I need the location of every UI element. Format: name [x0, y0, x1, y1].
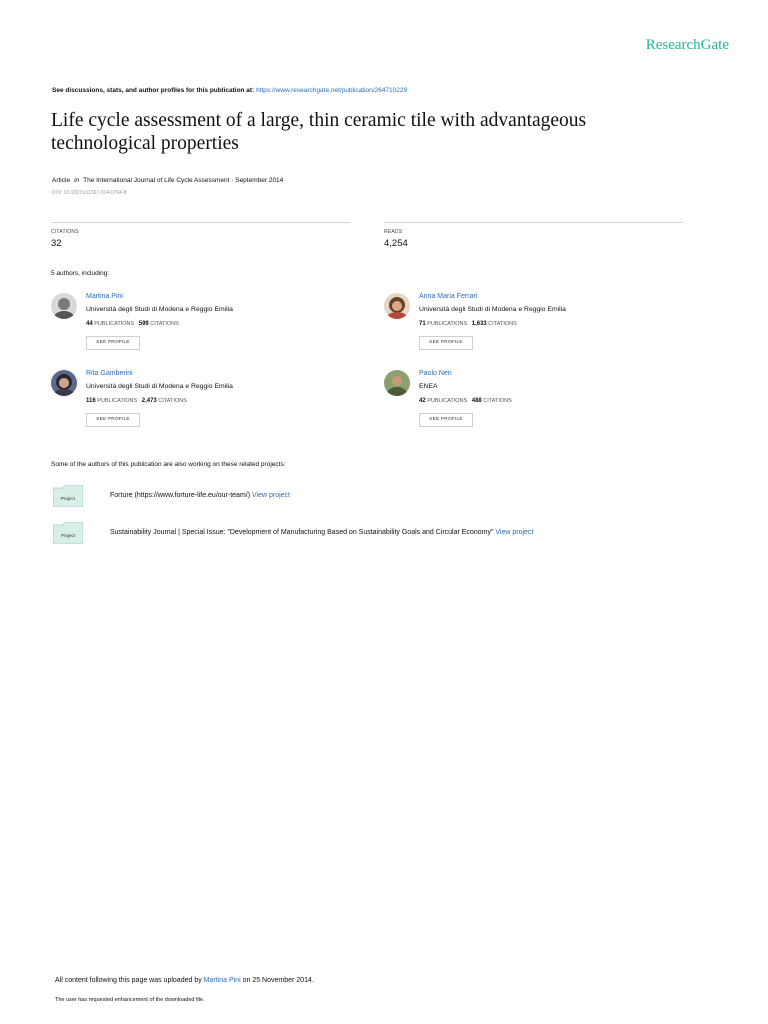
view-project-link[interactable]: View project	[252, 492, 291, 499]
author-card	[51, 370, 351, 440]
citations-label: CITATIONS	[51, 229, 79, 235]
journal-name: The International Journal of Life Cycle Assessment · September 2014	[83, 177, 284, 184]
divider	[51, 222, 350, 223]
see-profile-button[interactable]: SEE PROFILE	[419, 336, 473, 350]
author-institution: Università degli Studi di Modena e Reggio Emilia	[86, 306, 233, 313]
see-profile-button[interactable]: SEE PROFILE	[419, 413, 473, 427]
project-title: Sustainability Journal | Special Issue: "Development of Manufacturing Based on Sustainability Goals and Circular Economy"	[110, 529, 494, 536]
project-description	[110, 529, 533, 536]
doi: DOI: 10.1007/s11367-014-0764-8	[52, 190, 127, 196]
project-title: Forture (https://www.forture-life.eu/our-team/)	[110, 492, 251, 499]
reads-value: 4,254	[384, 238, 408, 249]
author-card	[384, 293, 684, 363]
author-name-link[interactable]: Rita Gamberini	[86, 370, 133, 377]
svg-text:Project: Project	[61, 533, 76, 538]
publication-url-link[interactable]: https://www.researchgate.net/publication/264710229	[256, 87, 408, 94]
project-item	[53, 485, 693, 511]
author-name-link[interactable]: Martina Pini	[86, 293, 123, 300]
see-profile-button[interactable]: SEE PROFILE	[86, 336, 140, 350]
author-institution: Università degli Studi di Modena e Reggio Emilia	[86, 383, 233, 390]
avatar[interactable]	[51, 370, 77, 396]
author-stats: 42 PUBLICATIONS 488 CITATIONS	[419, 398, 512, 404]
svg-text:Project: Project	[61, 496, 76, 501]
project-folder-icon	[53, 522, 83, 544]
project-item	[53, 522, 693, 548]
project-folder-icon	[53, 485, 83, 507]
discussion-text: See discussions, stats, and author profiles for this publication at:	[52, 87, 255, 94]
in-label: in	[74, 177, 80, 184]
author-stats: 116 PUBLICATIONS 2,473 CITATIONS	[86, 398, 187, 404]
author-name-link[interactable]: Anna Maria Ferrari	[419, 293, 478, 300]
related-projects-heading: Some of the authors of this publication are also working on these related projects:	[51, 461, 286, 468]
avatar[interactable]	[51, 293, 77, 319]
uploader-link[interactable]: Martina Pini	[203, 977, 241, 984]
article-type: Article	[52, 177, 71, 184]
author-institution: Università degli Studi di Modena e Reggio Emilia	[419, 306, 566, 313]
author-stats: 44 PUBLICATIONS 599 CITATIONS	[86, 321, 179, 327]
upload-info	[55, 977, 314, 984]
upload-date: on 25 November 2014.	[242, 977, 314, 984]
author-stats: 71 PUBLICATIONS 1,633 CITATIONS	[419, 321, 517, 327]
publication-title: Life cycle assessment of a large, thin ceramic tile with advantageous technological properties	[51, 110, 587, 154]
see-profile-button[interactable]: SEE PROFILE	[86, 413, 140, 427]
enhancement-note: The user has requested enhancement of the downloaded file.	[55, 997, 205, 1003]
authors-heading: 5 authors, including:	[51, 270, 110, 277]
view-project-link[interactable]: View project	[495, 529, 534, 536]
citations-value: 32	[51, 238, 62, 249]
reads-label: READS	[384, 229, 403, 235]
researchgate-logo[interactable]: ResearchGate	[645, 37, 729, 53]
avatar[interactable]	[384, 370, 410, 396]
upload-prefix: All content following this page was uploaded by	[55, 977, 202, 984]
author-card	[384, 370, 684, 440]
divider	[384, 222, 683, 223]
discussion-line	[52, 87, 407, 94]
author-name-link[interactable]: Paolo Neri	[419, 370, 452, 377]
project-description	[110, 492, 290, 499]
author-institution: ENEA	[419, 383, 438, 390]
avatar[interactable]	[384, 293, 410, 319]
publication-meta	[52, 177, 283, 184]
author-card	[51, 293, 351, 363]
